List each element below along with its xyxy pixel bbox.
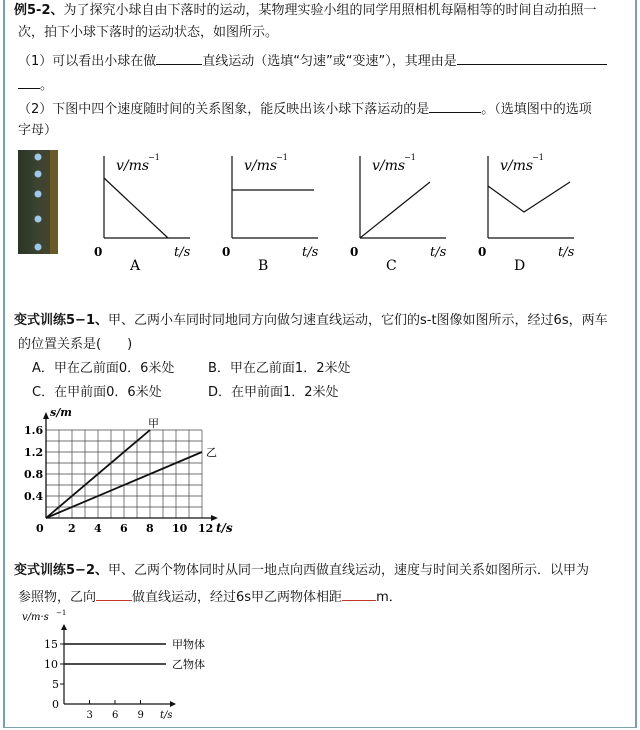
t-axis-label: t/s <box>430 245 447 260</box>
ex1-q1-blank2[interactable] <box>457 50 607 65</box>
vt-curve <box>488 182 570 212</box>
st-y-tick: 0.4 <box>24 490 44 503</box>
v-axis-exponent: −1 <box>276 153 288 162</box>
ex1-intro-2: 次，拍下小球下落时的运动状态，如图所示。 <box>18 25 279 40</box>
vt-x-tick: 6 <box>112 710 119 721</box>
v-axis-exponent: −1 <box>148 153 160 162</box>
st-x-tick: 2 <box>68 522 76 535</box>
ex2-option-d[interactable]: D．在甲前面1．2米处 <box>208 385 339 400</box>
vt-y-exponent: −1 <box>56 609 67 617</box>
v-axis-label: v/ms <box>244 158 278 174</box>
ex1-q2-blank[interactable] <box>429 98 481 113</box>
st-y-tick: 0.8 <box>24 468 44 481</box>
ex2-option-b[interactable]: B．甲在乙前面1．2米处 <box>208 361 351 376</box>
ball-3 <box>35 191 42 198</box>
ex1-q1-blank2-cont[interactable] <box>18 74 40 89</box>
ex1-q1-blank1[interactable] <box>156 50 202 65</box>
ex3-title: 变式训练5−2、 <box>14 563 108 578</box>
vt-label-jia: 甲物体 <box>172 638 205 651</box>
st-label-yi: 乙 <box>206 446 217 459</box>
ex3-line2: 参照物，乙向 做直线运动，经过6s甲乙两物体相距 m． <box>18 586 402 607</box>
origin-label: 0 <box>222 245 231 259</box>
vt-y-tick: 5 <box>52 678 59 691</box>
ex3-line1: 变式训练5−2、甲、乙两个物体同时从同一地点向西做直线运动，速度与时间关系如图所示．以甲为 <box>14 563 589 578</box>
ball-4 <box>35 216 42 223</box>
origin-label: 0 <box>350 245 359 259</box>
origin-label: 0 <box>94 245 103 259</box>
ex2-line1: 变式训练5−1、甲、乙两小车同时同地同方向做匀速直线运动，它们的s-t图像如图所示，经过6s，两车 <box>14 313 608 328</box>
vt-graphs <box>86 146 596 276</box>
graph-option-label: C <box>386 258 397 274</box>
ball-1 <box>35 154 42 161</box>
vt-y-tick: 0 <box>52 698 59 711</box>
vt-x-tick: 3 <box>86 710 93 721</box>
vt-x-arrow <box>170 701 176 707</box>
ball-2 <box>35 171 42 178</box>
st-chart <box>14 406 246 536</box>
v-axis-label: v/ms <box>116 158 150 174</box>
ball-5 <box>35 244 42 251</box>
st-grid <box>46 430 202 518</box>
ex1-q2-cont: 字母） <box>18 123 58 138</box>
v-axis-exponent: −1 <box>532 153 544 162</box>
vt-x-label: t/s <box>160 710 173 721</box>
st-y-tick: 1.6 <box>24 424 44 437</box>
st-x-tick: 6 <box>120 522 128 535</box>
ex2-title: 变式训练5−1、 <box>14 313 108 328</box>
ex1-intro-1: 为了探究小球自由下落时的运动，某物理实验小组的同学用照相机每隔相等的时间自动拍照一 <box>63 3 597 18</box>
vt-y-label: v/m·s <box>22 612 49 623</box>
v-axis-label: v/ms <box>500 158 534 174</box>
ex1-q2: （2）下图中四个速度随时间的关系图象，能反映出该小球下落运动的是 。（选填图中的选项 <box>18 98 592 119</box>
vt-graph-A <box>94 153 191 274</box>
origin-label: 0 <box>478 245 487 259</box>
st-x-label: t/s <box>216 521 233 535</box>
vt-x-tick: 9 <box>137 710 144 721</box>
graph-option-label: B <box>258 258 269 274</box>
graph-option-label: D <box>514 258 526 274</box>
vt-curve <box>360 182 430 238</box>
vt-graph-C <box>350 153 447 274</box>
ex1-title: 例5-2、 <box>14 3 64 18</box>
falling-ball-photo <box>18 150 58 254</box>
st-x-tick: 8 <box>146 522 154 535</box>
t-axis-label: t/s <box>302 245 319 260</box>
vt-label-yi: 乙物体 <box>172 658 205 671</box>
vt-y-tick: 15 <box>44 638 58 651</box>
ex2-line2: 的位置关系是( ) <box>18 337 133 352</box>
ex1-q1-cont: 。 <box>18 74 53 95</box>
v-axis-exponent: −1 <box>404 153 416 162</box>
vt-curve <box>104 178 168 238</box>
ex2-option-a[interactable]: A．甲在乙前面0．6米处 <box>32 361 175 376</box>
vt-graph-B <box>222 153 319 274</box>
st-x-tick: 0 <box>36 522 44 535</box>
st-y-tick: 1.2 <box>24 446 44 459</box>
st-label-jia: 甲 <box>148 417 159 430</box>
vt-chart <box>18 608 205 726</box>
ex3-blank2[interactable] <box>342 586 376 601</box>
st-x-tick: 4 <box>94 522 102 535</box>
graph-option-label: A <box>130 258 141 274</box>
st-y-label: s/m <box>50 406 72 419</box>
st-y-arrow <box>43 412 49 419</box>
vt-y-tick: 10 <box>44 658 58 671</box>
ex2-option-c[interactable]: C．在甲前面0．6米处 <box>32 385 162 400</box>
t-axis-label: t/s <box>558 245 575 260</box>
v-axis-label: v/ms <box>372 158 406 174</box>
ex3-blank1[interactable] <box>96 586 132 601</box>
vt-y-arrow <box>61 624 67 630</box>
st-x-tick: 10 <box>172 522 188 535</box>
ex1-line1 <box>14 2 597 20</box>
vt-graph-D <box>478 153 575 274</box>
ex1-q1: （1）可以看出小球在做 直线运动（选填“匀速”或“变速”），其理由是 <box>18 50 607 71</box>
st-x-tick: 12 <box>198 522 214 535</box>
t-axis-label: t/s <box>174 245 191 260</box>
